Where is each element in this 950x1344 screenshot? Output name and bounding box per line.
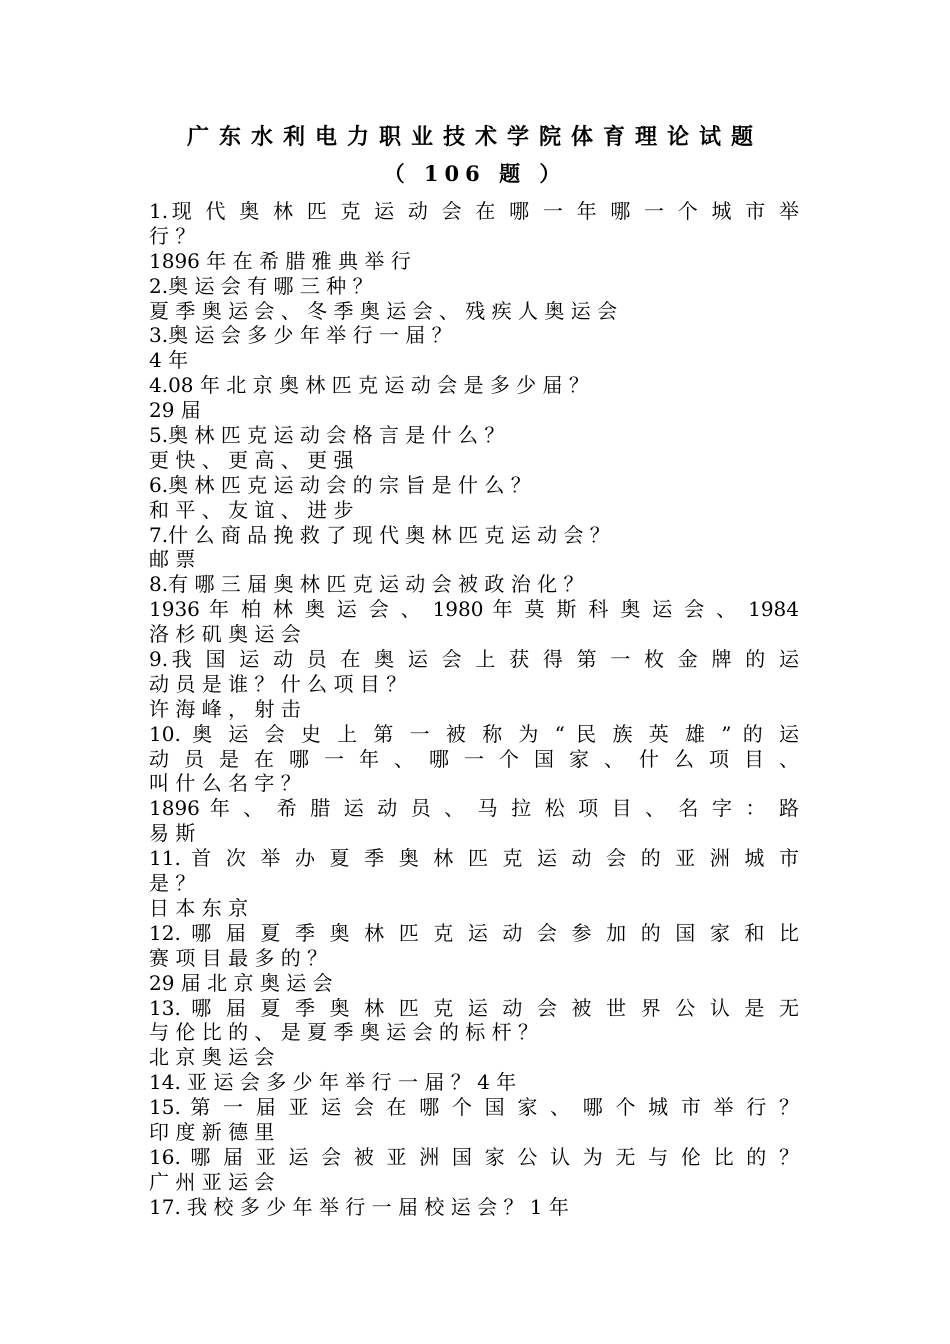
text-line: 邮 票 [149,547,196,572]
text-line: 印 度 新 德 里 [149,1119,275,1144]
text-line: 10. 奥 运 会 史 上 第 一 被 称 为 “ 民 族 英 雄 ” 的 运 [149,721,799,746]
text-line: 北 京 奥 运 会 [149,1045,275,1070]
document-title: 广东水利电力职业技术学院体育理论试题 [186,124,763,150]
question-list [149,199,799,1220]
text-line: 11. 首 次 举 办 夏 季 奥 林 匹 克 运 动 会 的 亚 洲 城 市 [149,846,799,871]
text-line: 4 年 [149,348,189,373]
text-line: 3.奥 运 会 多 少 年 举 行 一 届 ？ [149,323,452,348]
text-line: 行 ？ [149,223,196,248]
text-line: 广 州 亚 运 会 [149,1169,275,1194]
text-line: 1.现 代 奥 林 匹 克 运 动 会 在 哪 一 年 哪 一 个 城 市 举 [149,199,799,223]
text-line: 更 快 、 更 高 、 更 强 [149,447,354,472]
text-line: 日 本 东 京 [149,895,249,920]
text-line: 易 斯 [149,821,196,846]
text-line: 16. 哪 届 亚 运 会 被 亚 洲 国 家 公 认 为 无 与 伦 比 的 ？ [149,1144,799,1169]
text-line: 9.我 国 运 动 员 在 奥 运 会 上 获 得 第 一 枚 金 牌 的 运 [149,647,799,672]
text-line: 1936 年 柏 林 奥 运 会 、 1980 年 莫 斯 科 奥 运 会 、 1984 [149,597,799,622]
text-line: 14. 亚 运 会 多 少 年 举 行 一 届 ？ 4 年 [149,1070,517,1095]
text-line: 是 ？ [149,871,196,896]
text-line: 29 届 [149,398,201,423]
text-line: 7.什 么 商 品 挽 救 了 现 代 奥 林 匹 克 运 动 会 ？ [149,522,610,547]
text-line: 动 员 是 谁 ？ 什 么 项 目 ？ [149,671,407,696]
text-line: 8.有 哪 三 届 奥 林 匹 克 运 动 会 被 政 治 化 ？ [149,572,584,597]
text-line: 与 伦 比 的 、 是 夏 季 奥 运 会 的 标 杆 ？ [149,1020,539,1045]
text-line: 12. 哪 届 夏 季 奥 林 匹 克 运 动 会 参 加 的 国 家 和 比 [149,920,799,945]
text-line: 4.08 年 北 京 奥 林 匹 克 运 动 会 是 多 少 届 ？ [149,373,589,398]
document-subtitle: （ 106 题 ） [383,161,567,186]
text-line: 13. 哪 届 夏 季 奥 林 匹 克 运 动 会 被 世 界 公 认 是 无 [149,995,799,1020]
text-line: 5.奥 林 匹 克 运 动 会 格 言 是 什 么 ？ [149,423,505,448]
text-line: 1896 年 、 希 腊 运 动 员 、 马 拉 松 项 目 、 名 字 ： 路 [149,796,799,821]
text-line: 和 平 、 友 谊 、 进 步 [149,497,354,522]
text-line: 6.奥 林 匹 克 运 动 会 的 宗 旨 是 什 么 ？ [149,472,531,497]
text-line: 赛 项 目 最 多 的 ？ [149,945,328,970]
text-line: 洛 杉 矶 奥 运 会 [149,622,301,647]
text-line: 2.奥 运 会 有 哪 三 种 ？ [149,273,373,298]
text-line: 29 届 北 京 奥 运 会 [149,970,333,995]
text-line: 夏 季 奥 运 会 、 冬 季 奥 运 会 、 残 疾 人 奥 运 会 [149,298,618,323]
text-line: 许 海 峰 ， 射 击 [149,696,301,721]
text-line: 17. 我 校 多 少 年 举 行 一 届 校 运 会 ？ 1 年 [149,1194,569,1219]
text-line: 动 员 是 在 哪 一 年 、 哪 一 个 国 家 、 什 么 项 目 、 [149,746,799,771]
text-line: 叫 什 么 名 字 ？ [149,771,301,796]
text-line: 15. 第 一 届 亚 运 会 在 哪 个 国 家 、 哪 个 城 市 举 行 ？ [149,1095,799,1120]
text-line: 1896 年 在 希 腊 雅 典 举 行 [149,248,411,273]
